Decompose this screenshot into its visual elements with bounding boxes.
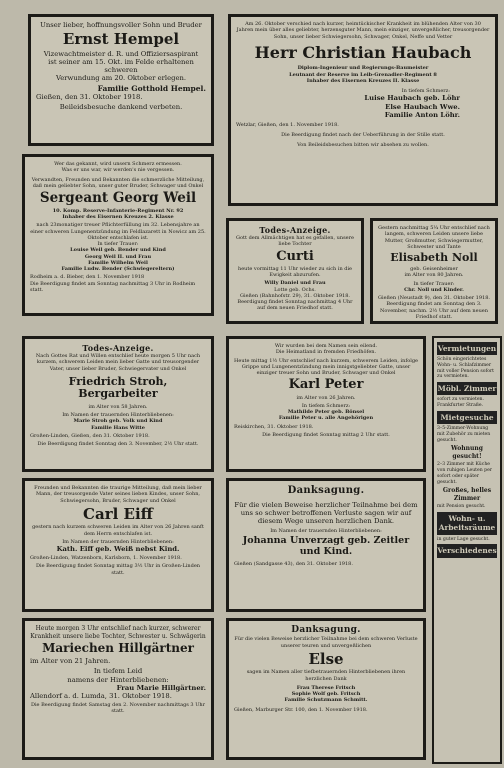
weil-regiment: 10. Komp. Reserve-Infanterie-Regiment Nr. 92 <box>52 207 184 214</box>
noll-mourning: In tiefer Trauer: <box>413 280 455 287</box>
notice-haubach <box>228 14 498 206</box>
haubach-mourner-1: Luise Haubach geb. Löhr <box>364 94 460 103</box>
eiff-text: gestern nach kurzem schweren Leiden im Alter von 26 Jahren sanft dem Herrn entschlafen ist. <box>32 524 204 537</box>
peter-verse-2: Die Heimatland in fremden Friedhöfen. <box>275 349 377 356</box>
classified-heading-wohnung: Wohnung gesucht! <box>451 445 483 460</box>
else-thanks: sagen im Namen aller tiefbetrauernden Hinterbliebenen ihren herzlichen Dank <box>246 669 406 682</box>
weil-name: Sergeant Georg Weil <box>39 190 197 206</box>
noll-birthname: geb. Geisenheimer <box>410 266 458 273</box>
haubach-rank: Leutnant der Reserve im Leib-Grenadier-Regiment 8 <box>289 71 437 78</box>
classified-column <box>432 336 502 764</box>
curti-name: Curti <box>276 248 314 264</box>
unverzagt-heading: Danksagung. <box>287 485 365 496</box>
hillgartner-name: Mariechen Hillgärtner <box>42 641 194 655</box>
hillgartner-date: Allendorf a. d. Lumda, 31. Oktober 1918. <box>30 691 172 700</box>
noll-note: Beerdigung findet am Sonntag den 3. November, nachm. 2½ Uhr auf dem neuen Friedhof statt. <box>380 301 488 320</box>
unverzagt-text: Für die vielen Beweise herzlicher Teilnahme bei dem uns so schwer betroffenen Verluste sagen wir auf diesem Wege unseren herzlichen Dank. <box>234 500 418 525</box>
eiff-date: Großen-Linden, Watzenborn, Karlsborn, 1. November 1918. <box>30 555 182 562</box>
curti-heading: Todes-Anzeige. <box>259 225 331 235</box>
section-vermietungen: Vermietungen <box>437 342 497 355</box>
hillgartner-mourning: In tiefem Leid <box>93 667 143 676</box>
notice-noll <box>370 218 498 324</box>
notice-eiff <box>22 478 214 612</box>
classified-ad-1: Schön eingerichtetes Wohn- u. Schlafzimmer mit voller Pension sofort zu vermieten. <box>437 357 495 380</box>
unverzagt-date: Gießen (Sandgasse 43), den 31. Oktober 1918. <box>234 561 353 568</box>
eiff-note: Die Beerdigung findet Sonntag mittag 3½ Uhr in Großen-Linden statt. <box>35 563 201 576</box>
classified-ad-5: mit Pension gesucht. <box>437 504 486 510</box>
curti-note: Beerdigung findet Sonntag nachmittag 4 Uhr auf dem neuen Friedhof statt. <box>237 299 353 312</box>
noll-mourner: Chr. Noll und Kinder. <box>404 286 464 293</box>
hempel-note: Beileidsbesuche dankend verbeten. <box>59 103 183 112</box>
haubach-award: Inhaber des Eisernen Kreuzes II. Klasse <box>306 77 420 84</box>
curti-text: heute vormittag 11 Uhr wieder zu sich in die Ewigkeit abzurufen. <box>237 265 353 279</box>
peter-mourner-1: Mathilde Peter geb. Bönsel <box>287 409 365 416</box>
haubach-mourner-2: Else Haubach Wwe. <box>385 102 460 111</box>
weil-mourner-3: Familie Wilhelm Weil <box>88 259 148 266</box>
unverzagt-mourning: Im Namen der trauernden Hinterbliebenen: <box>270 527 382 534</box>
stroh-age: im Alter von 58 Jahren. <box>88 403 148 410</box>
eiff-mourning: Im Namen der trauernden Hinterbliebenen: <box>62 538 174 545</box>
weil-award: Inhaber des Eisernen Kreuzes 2. Klasse <box>62 214 174 221</box>
stroh-date: Großen-Linden, Gießen, den 31. Oktober 1918. <box>30 432 150 439</box>
hillgartner-intro: Heute morgen 3 Uhr entschlief nach kurzer, schwerer Krankheit unsere liebe Tochter, Schwester u. Schwägerin <box>30 625 206 640</box>
peter-name: Karl Peter <box>288 377 364 393</box>
section-verschiedenes: Verschiedenes <box>437 544 497 557</box>
eiff-intro: Freunden und Bekannten die traurige Mitteilung, daß mein lieber Mann, der treusorgende Vater seines lieben Kindes, unser Sohn, Schwiegersohn, Bruder, Schwager und Onkel <box>34 485 202 504</box>
hillgartner-age: im Alter von 21 Jahren. <box>30 657 111 666</box>
weil-mourner-1: Louise Weil geb. Bender und Kind <box>70 247 166 254</box>
eiff-name: Carl Eiff <box>83 504 153 523</box>
hempel-line3: ist seiner am 15. Okt. im Felde erhaltenen schweren <box>48 57 194 74</box>
noll-date: Gießen (Neustadt 9), den 31. Oktober 1918. <box>378 295 490 302</box>
else-mourner-2: Sophie Wolf geb. Fritsch <box>291 691 361 697</box>
notice-hempel <box>28 14 214 146</box>
haubach-note: Die Beerdigung findet nach der Ueberführung in der Stille statt. <box>281 132 445 139</box>
weil-mourner-4: Familie Ludw. Bender (Schwiegereltern) <box>61 266 175 273</box>
notice-else <box>226 618 426 760</box>
curti-parents: Willy Daniel und Frau <box>264 280 326 287</box>
hempel-intro: Unser lieber, hoffnungsvoller Sohn und Bruder <box>40 21 202 29</box>
curti-intro: Gott dem Allmächtigen hat es gefallen, unsere liebe Tochter <box>235 235 354 248</box>
notice-unverzagt <box>226 478 426 612</box>
weil-verse-2: Was er uns war, wir werden's nie vergessen. <box>61 167 175 174</box>
stroh-mourning: Im Namen der trauernden Hinterbliebenen: <box>62 412 174 419</box>
haubach-title: Diplom-Ingenieur und Regierungs-Baumeister <box>297 65 429 72</box>
notice-hillgartner <box>22 618 214 760</box>
classified-ad-2: sofort zu vermieten. Frankfurter Straße. <box>437 397 484 409</box>
haubach-mourner-3: Familie Anton Löhr. <box>384 110 460 119</box>
peter-mourner-2: Familie Peter u. alle Angehörigen <box>278 415 374 422</box>
notice-peter <box>226 336 426 472</box>
weil-verse-1: Wer das gekannt, wird unsern Schmerz ermessen. <box>54 161 182 167</box>
haubach-note-2: Von Beileidsbesuchen bitten wir absehen zu wollen. <box>297 142 429 149</box>
section-wohn-arbeitsraeume: Wohn- u. Arbeitsräume <box>437 512 497 535</box>
curti-mother: Lotte geb. Ochs. <box>274 286 316 293</box>
stroh-heading: Todes-Anzeige. <box>82 343 154 353</box>
weil-intro: Verwandten, Freunden und Bekannten die schmerzliche Mitteilung, daß mein geliebter Sohn, unser guter Bruder, Schwager und Onkel <box>31 176 205 189</box>
classified-ad-6: in guter Lage gesucht. <box>437 536 490 542</box>
stroh-note: Die Beerdigung findet Sonntag den 3. November, 2½ Uhr statt. <box>37 441 199 448</box>
else-heading: Danksagung. <box>291 625 361 635</box>
else-name: Else <box>308 649 344 668</box>
hempel-line4: Verwundung am 20. Oktober erlegen. <box>55 74 187 83</box>
classified-ad-3: 3–5-Zimmer-Wohnung mit Zubehör zu mieten gesucht. <box>437 426 491 443</box>
peter-date: Reiskirchen, 31. Oktober 1918. <box>234 423 314 430</box>
hillgartner-behalf: namens der Hinterbliebenen: <box>67 675 169 684</box>
peter-verse-1: Wir wurden bei dem Namen sein eilend. <box>274 343 378 349</box>
hempel-rank: Vizewachtmeister d. R. und Offiziersaspirant <box>43 49 199 58</box>
hempel-family: Familie Gotthold Hempel. <box>97 84 206 94</box>
hillgartner-mourner: Frau Marie Hillgärtner. <box>116 683 206 692</box>
notice-curti <box>226 218 364 324</box>
hempel-date: Gießen, den 31. Oktober 1918. <box>36 93 143 102</box>
noll-age: im Alter von 80 Jahren. <box>404 272 464 279</box>
else-mourner-1: Frau Therese Fritsch <box>296 684 356 691</box>
eiff-mourner: Kath. Eiff geb. Weiß nebst Kind. <box>56 545 180 553</box>
stroh-name: Friedrich Stroh, Bergarbeiter <box>68 374 168 400</box>
curti-date: Gießen (Bahnhofstr. 29), 31. Oktober 1918. <box>239 292 351 299</box>
weil-note: Die Beerdigung findet am Sonntag nachmittag 3 Uhr in Rodheim statt. <box>30 280 196 293</box>
peter-age: im Alter von 26 Jahren. <box>296 394 356 401</box>
hillgartner-note: Die Beerdigung findet Samstag den 2. November nachmittags 3 Uhr statt. <box>30 701 206 715</box>
weil-date: Rodheim a. d. Bieber, den 1. November 1918 <box>30 274 145 281</box>
stroh-mourner-2: Familie Hans Witte <box>91 424 145 431</box>
peter-note: Die Beerdigung findet Sonntag mittag 2 Uhr statt. <box>262 431 390 438</box>
haubach-mourning: In tiefem Schmerz: <box>401 88 450 95</box>
stroh-mourner-1: Marie Stroh geb. Volk und Kind <box>73 418 163 425</box>
else-date: Gießen, Marburger Str. 100, den 1. November 1918. <box>234 706 368 713</box>
else-text: Für die vielen Beweise herzlicher Teilnahme bei dem schweren Verluste unserer teuren und unvergeßlichen <box>234 636 418 649</box>
section-moebl-zimmer: Möbl. Zimmer <box>437 382 497 395</box>
noll-intro: Gestern nachmittag 5¼ Uhr entschlief nach langem, schweren Leiden unsere liebe Mutter, Großmutter, Schwiegermutter, Schwester und Tante <box>378 225 490 250</box>
classified-heading-zimmer: Großes, helles Zimmer <box>442 487 492 502</box>
hempel-name: Ernst Hempel <box>62 30 180 49</box>
weil-text: nach 23monatiger treuer Pflichterfüllung im 32. Lebensjahre an einer schweren Lungenentzündung im Feldlazarett in Nowicz am 25. Oktober entschlafen ist. <box>30 222 206 241</box>
section-mietgesuche: Mietgesuche <box>437 411 497 424</box>
notice-weil <box>22 154 214 316</box>
weil-mourning: In tiefer Trauer: <box>97 241 139 248</box>
weil-mourner-2: Georg Weil II. und Frau <box>84 253 152 260</box>
notice-stroh <box>22 336 214 472</box>
haubach-name: Herr Christian Haubach <box>254 42 472 62</box>
haubach-date: Wetzlar, Gießen, den 1. November 1918. <box>236 121 339 128</box>
unverzagt-name: Johanna Unverzagt geb. Zeitler und Kind. <box>242 535 410 557</box>
noll-name: Elisabeth Noll <box>390 251 478 264</box>
peter-intro: Heute mittag 1½ Uhr entschlief nach kurzem, schwerem Leiden, infolge Grippe und Lungenentzündung mein innigstgeliebter Gatte, unser einziger treuer Sohn und Bruder, Schwager und Onkel <box>234 357 418 376</box>
peter-mourning: In tiefem Schmerz: <box>301 402 351 409</box>
classified-ad-4: 2–3 Zimmer mit Küche von ruhigen Leuten per sofort oder später gesucht. <box>437 462 493 485</box>
haubach-intro: Am 26. Oktober verschied nach kurzer, heimtückischer Krankheit im blühenden Alter von 30 Jahren mein über alles geliebter, herzensguter Mann, mein einziger, unvergeßlicher, treusorgender Sohn, unser lieber Schwiegersohn, Schwager, Onkel, Neffe und Vetter <box>236 21 490 40</box>
stroh-intro: Nach Gottes Rat und Willen entschlief heute morgen 5 Uhr nach kurzem, schwerem Leiden mein lieber Gatte und treusorgender Vater, unser lieber Bruder, Schwiegervater und Onkel <box>35 353 201 372</box>
else-mourner-3: Familie Schutzmann Schmitt. <box>284 697 368 704</box>
